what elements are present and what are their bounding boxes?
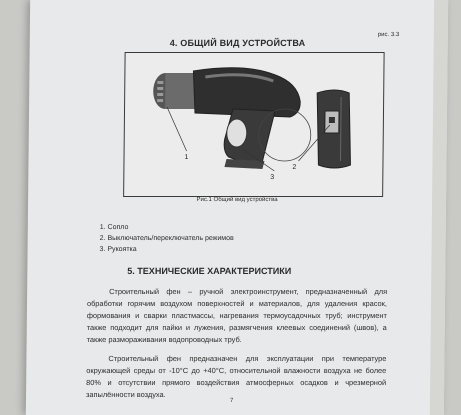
- callout-2: 2: [292, 164, 297, 171]
- list-item: 3. Рукоятка: [99, 246, 137, 253]
- figure-reference: рис. 3.3: [377, 32, 400, 38]
- figure-caption: Рис.1 Общий вид устройства: [196, 197, 278, 203]
- paragraph-text: Строительный фен – ручной электроинструмент, предназначенный для обработки горячим воздухом поверхностей и материалов, для удаления красок, формования и сварки пластмассы, нагревания термоусадочных труб; инструмент также подходит для пайки и лужения, размягчения клеевых соединений (швов), а также размораживания водопроводных труб.: [86, 287, 388, 344]
- list-item: 2. Выключатель/переключатель режимов: [99, 235, 234, 242]
- spec-paragraph-2: [86, 353, 387, 401]
- switch-detail-drawing: [316, 90, 351, 168]
- callout-1: 1: [184, 154, 189, 161]
- paragraph-text: Строительный фен предназначен для эксплуатации при температуре окружающей среды от -10°С до +40°С, относительной влажности воздуха не более 80% и отсутствии прямого воздействия атмосферных осадков и чрезмерной запылённости воздуха.: [85, 354, 387, 399]
- heat-gun-drawing: [124, 53, 383, 196]
- spec-paragraph-1: [87, 286, 388, 346]
- section-4-title: 4. ОБЩИЙ ВИД УСТРОЙСТВА: [169, 38, 306, 48]
- callout-3: 3: [270, 174, 275, 181]
- section-5-title: 5. ТЕХНИЧЕСКИЕ ХАРАКТЕРИСТИКИ: [127, 266, 292, 276]
- device-figure: [123, 52, 385, 197]
- page-number: 7: [229, 398, 234, 404]
- nozzle-drawing: [153, 73, 195, 109]
- manual-page: [26, 0, 448, 415]
- list-item: 1. Сопло: [99, 224, 129, 231]
- parts-list: [100, 222, 234, 255]
- page-edge: [430, 0, 448, 415]
